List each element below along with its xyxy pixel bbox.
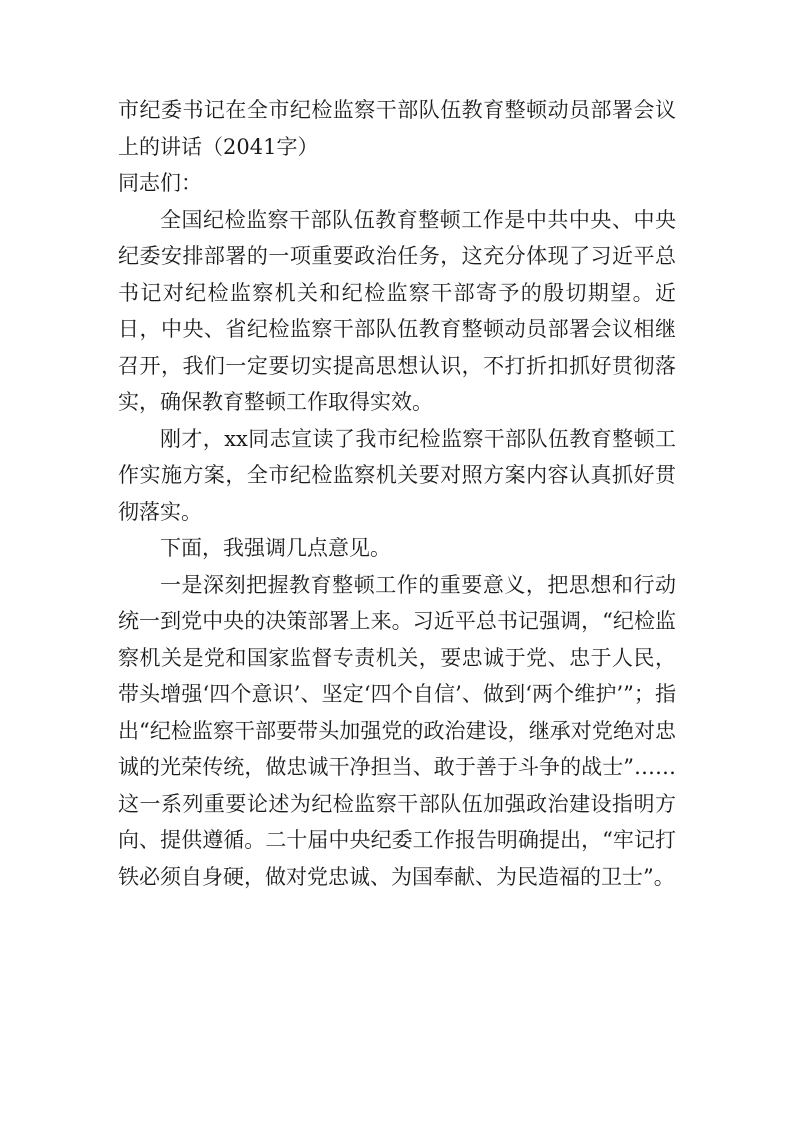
document-page [118, 92, 676, 895]
paragraph-plan: 刚才，xx同志宣读了我市纪检监察干部队伍教育整顿工作实施方案，全市纪检监察机关要对照方案内容认真抓好贯彻落实。 [118, 426, 676, 524]
paragraph-point-one: 一是深刻把握教育整顿工作的重要意义，把思想和行动统一到党中央的决策部署上来。习近平总书记强调，“纪检监察机关是党和国家监督专责机关，要忠诚于党、忠于人民，带头增强‘四个意识’、坚定‘四个自信’、做到‘两个维护’”；指出“纪检监察干部要带头加强党的政治建设，继承对党绝对忠诚的光荣传统，做忠诚干净担当、敢于善于斗争的战士”……这一系列重要论述为纪检监察干部队伍加强政治建设指明方向、提供遵循。二十届中央纪委工作报告明确提出，“牢记打铁必须自身硬，做对党忠诚、为国奉献、为民造福的卫士”。 [118, 572, 676, 889]
document-title: 市纪委书记在全市纪检监察干部队伍教育整顿动员部署会议上的讲话（2041字） [118, 98, 676, 159]
paragraph-intro: 全国纪检监察干部队伍教育整顿工作是中共中央、中央纪委安排部署的一项重要政治任务，这充分体现了习近平总书记对纪检监察机关和纪检监察干部寄予的殷切期望。近日，中央、省纪检监察干部队伍教育整顿动员部署会议相继召开，我们一定要切实提高思想认识，不打折扣抓好贯彻落实，确保教育整顿工作取得实效。 [118, 207, 676, 414]
paragraph-points-intro: 下面，我强调几点意见。 [160, 536, 391, 560]
salutation: 同志们： [118, 171, 202, 195]
